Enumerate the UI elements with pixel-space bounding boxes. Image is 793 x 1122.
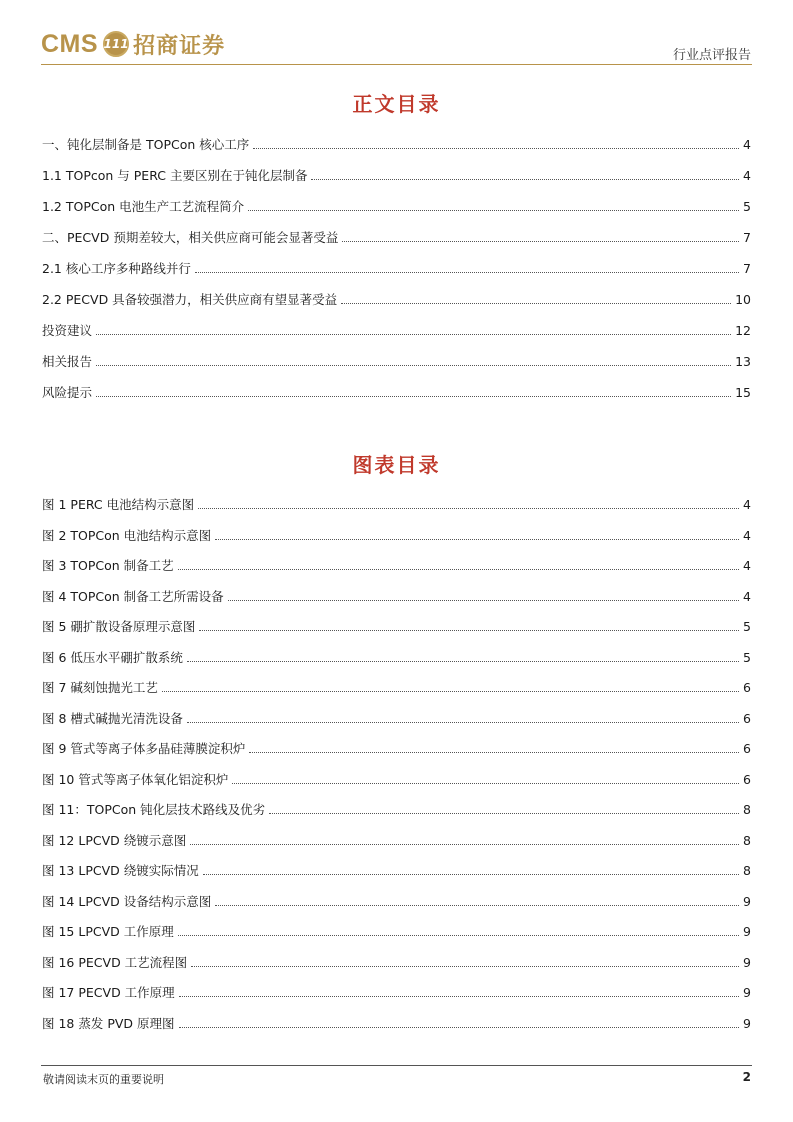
toc-entry[interactable]	[42, 1011, 751, 1031]
toc-entry-page[interactable]: 12	[735, 323, 751, 338]
toc-entry-page[interactable]: 6	[743, 741, 751, 756]
toc-entry-page[interactable]: 4	[743, 588, 751, 604]
toc-entry[interactable]	[42, 828, 751, 848]
toc-entry[interactable]	[42, 225, 751, 245]
report-type-label: 行业点评报告	[672, 48, 751, 63]
toc-entry[interactable]	[42, 980, 751, 1000]
toc-entry-label[interactable]: 图 15 LPCVD 工作原理	[42, 924, 174, 939]
toc-entry-label[interactable]: 1.2 TOPCon 电池生产工艺流程简介	[42, 199, 245, 214]
toc-dot-leader	[311, 179, 739, 180]
toc-entry[interactable]	[42, 163, 751, 183]
toc-entry-label[interactable]: 图 9 管式等离子体多晶硅薄膜淀积炉	[42, 741, 246, 756]
toc-entry-label[interactable]: 图 18 蒸发 PVD 原理图	[42, 1015, 175, 1031]
toc-entry-page[interactable]: 4	[743, 497, 751, 512]
toc-entry[interactable]	[42, 492, 751, 512]
header-divider	[41, 64, 752, 65]
page-number: 2	[742, 1070, 751, 1084]
toc-entry-page[interactable]: 7	[743, 230, 751, 245]
toc-entry-label[interactable]: 图 6 低压水平硼扩散系统	[42, 649, 183, 665]
toc-dot-leader	[187, 661, 739, 662]
toc-dot-leader	[191, 966, 739, 967]
toc-entry-page[interactable]: 9	[743, 924, 751, 939]
toc-entry-page[interactable]: 4	[743, 558, 751, 573]
toc-entry-label[interactable]: 图 8 槽式碱抛光清洗设备	[42, 710, 183, 726]
footer-notice: 敬请阅读末页的重要说明	[43, 1073, 164, 1086]
toc-entry[interactable]	[42, 919, 751, 939]
toc-dot-leader	[228, 600, 739, 601]
toc-entry-page[interactable]: 5	[743, 619, 751, 634]
toc-entry[interactable]	[42, 553, 751, 573]
toc-dot-leader	[187, 722, 739, 723]
toc-entry[interactable]	[42, 736, 751, 756]
toc-dot-leader	[96, 396, 731, 397]
toc-entry[interactable]	[42, 675, 751, 695]
toc-entry-page[interactable]: 6	[743, 771, 751, 787]
toc-dot-leader	[178, 935, 739, 936]
toc-dot-leader	[198, 508, 739, 509]
toc-entry-label[interactable]: 1.1 TOPcon 与 PERC 主要区别在于钝化层制备	[42, 168, 308, 183]
toc-entry[interactable]	[42, 797, 751, 817]
toc-entry[interactable]	[42, 767, 751, 787]
toc-entry[interactable]	[42, 706, 751, 726]
footer-divider	[41, 1065, 752, 1066]
toc-entry-label[interactable]: 图 3 TOPCon 制备工艺	[42, 558, 174, 573]
toc-entry-label[interactable]: 风险提示	[42, 385, 93, 400]
toc-entry-label[interactable]: 图 11：TOPCon 钝化层技术路线及优劣	[42, 802, 266, 817]
toc-dot-leader	[269, 813, 739, 814]
toc-entry-page[interactable]: 4	[743, 137, 751, 152]
toc-entry-label[interactable]: 图 14 LPCVD 设备结构示意图	[42, 893, 212, 909]
toc-entry-page[interactable]: 9	[743, 1015, 751, 1031]
toc-dot-leader	[199, 630, 739, 631]
toc-entry-label[interactable]: 图 7 碱刻蚀抛光工艺	[42, 680, 158, 695]
toc-entry[interactable]	[42, 645, 751, 665]
toc-entry-label[interactable]: 图 16 PECVD 工艺流程图	[42, 954, 188, 970]
body-toc-title: 正文目录	[352, 92, 441, 116]
toc-entry-label[interactable]: 图 4 TOPCon 制备工艺所需设备	[42, 588, 224, 604]
toc-entry-label[interactable]: 相关报告	[42, 354, 93, 369]
toc-entry-page[interactable]: 13	[735, 354, 751, 369]
toc-entry[interactable]	[42, 584, 751, 604]
toc-entry-page[interactable]: 9	[743, 985, 751, 1000]
toc-entry[interactable]	[42, 858, 751, 878]
toc-entry-label[interactable]: 图 13 LPCVD 绕镀实际情况	[42, 863, 199, 878]
toc-entry-label[interactable]: 图 17 PECVD 工作原理	[42, 985, 175, 1000]
toc-dot-leader	[190, 844, 739, 845]
toc-entry[interactable]	[42, 889, 751, 909]
toc-entry-label[interactable]: 图 5 硼扩散设备原理示意图	[42, 619, 196, 634]
toc-entry[interactable]	[42, 380, 751, 400]
toc-entry-page[interactable]: 9	[743, 893, 751, 909]
toc-entry-page[interactable]: 15	[735, 385, 751, 400]
toc-entry[interactable]	[42, 523, 751, 543]
toc-dot-leader	[96, 334, 731, 335]
toc-dot-leader	[232, 783, 739, 784]
toc-entry-page[interactable]: 5	[743, 649, 751, 665]
toc-entry[interactable]	[42, 950, 751, 970]
logo-badge-icon: 111	[103, 31, 129, 57]
toc-entry-label[interactable]: 投资建议	[42, 323, 93, 338]
toc-entry-label[interactable]: 2.1 核心工序多种路线并行	[42, 261, 191, 276]
toc-dot-leader	[178, 569, 739, 570]
toc-entry-label[interactable]: 图 10 管式等离子体氧化铝淀积炉	[42, 771, 229, 787]
toc-dot-leader	[203, 874, 739, 875]
toc-dot-leader	[179, 996, 739, 997]
toc-dot-leader	[215, 905, 739, 906]
toc-entry[interactable]	[42, 349, 751, 369]
toc-entry-label[interactable]: 图 12 LPCVD 绕镀示意图	[42, 832, 187, 848]
toc-dot-leader	[179, 1027, 740, 1028]
figure-toc-title: 图表目录	[352, 453, 441, 477]
company-logo	[41, 28, 225, 60]
toc-entry-page[interactable]: 5	[743, 199, 751, 214]
toc-entry-label[interactable]: 2.2 PECVD 具备较强潜力，相关供应商有望显著受益	[42, 292, 338, 307]
toc-entry-label[interactable]: 一、钝化层制备是 TOPCon 核心工序	[42, 137, 250, 152]
toc-dot-leader	[215, 539, 739, 540]
toc-entry[interactable]	[42, 318, 751, 338]
toc-entry-page[interactable]: 4	[743, 168, 751, 183]
toc-dot-leader	[253, 148, 739, 149]
toc-dot-leader	[96, 365, 731, 366]
toc-entry-label[interactable]: 二、PECVD 预期差较大，相关供应商可能会显著受益	[42, 230, 339, 245]
toc-entry-page[interactable]: 10	[735, 292, 751, 307]
toc-entry-label[interactable]: 图 2 TOPCon 电池结构示意图	[42, 527, 212, 543]
toc-dot-leader	[248, 210, 739, 211]
toc-dot-leader	[342, 241, 739, 242]
toc-entry-page[interactable]: 6	[743, 710, 751, 726]
toc-entry[interactable]	[42, 132, 751, 152]
toc-entry-page[interactable]: 9	[743, 954, 751, 970]
logo-latin-text: CMS	[41, 29, 99, 58]
logo-chinese-text: 招商证券	[133, 32, 226, 59]
toc-dot-leader	[162, 691, 739, 692]
toc-entry[interactable]	[42, 287, 751, 307]
toc-entry-label[interactable]: 图 1 PERC 电池结构示意图	[42, 497, 195, 512]
toc-dot-leader	[195, 272, 739, 273]
page-header	[0, 0, 793, 70]
toc-entry-page[interactable]: 6	[743, 680, 751, 695]
toc-entry-page[interactable]: 8	[743, 802, 751, 817]
toc-entry-page[interactable]: 7	[743, 261, 751, 276]
toc-entry[interactable]	[42, 256, 751, 276]
toc-entry-page[interactable]: 4	[743, 527, 751, 543]
toc-dot-leader	[341, 303, 731, 304]
toc-entry[interactable]	[42, 194, 751, 214]
toc-entry-page[interactable]: 8	[743, 832, 751, 848]
toc-dot-leader	[249, 752, 739, 753]
toc-entry[interactable]	[42, 614, 751, 634]
toc-entry-page[interactable]: 8	[743, 863, 751, 878]
